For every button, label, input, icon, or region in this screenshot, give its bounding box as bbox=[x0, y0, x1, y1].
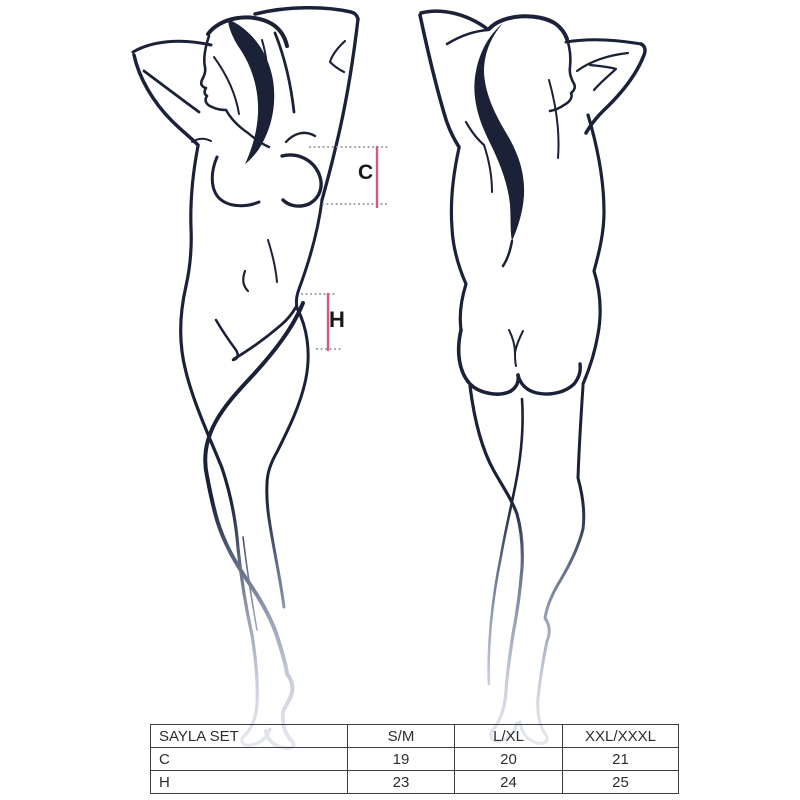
back-left-buttock bbox=[459, 330, 519, 394]
value-h-xxl: 25 bbox=[563, 771, 679, 794]
back-right-buttock bbox=[518, 364, 580, 394]
size-table-header-row bbox=[151, 725, 679, 748]
value-c-xxl: 21 bbox=[563, 748, 679, 771]
front-left-forearm-inner-line bbox=[144, 71, 199, 112]
front-pubic-line bbox=[216, 320, 238, 360]
hip-marker-label: H bbox=[329, 307, 345, 332]
back-left-arm-outer-line bbox=[420, 15, 459, 147]
size-header-xxl: XXL/XXXL bbox=[563, 725, 679, 748]
value-h-lxl: 24 bbox=[455, 771, 563, 794]
back-head-outline bbox=[489, 16, 567, 39]
back-right-forearm-line bbox=[566, 40, 641, 44]
back-left-leg-line bbox=[470, 386, 522, 741]
back-hair-strand bbox=[549, 80, 559, 158]
back-right-elbow-crease bbox=[590, 65, 616, 90]
back-crack-line-left bbox=[509, 330, 516, 366]
front-navel bbox=[243, 271, 248, 291]
back-left-hand-line bbox=[447, 30, 488, 44]
front-right-arm-inner-line bbox=[275, 33, 294, 112]
back-thigh-gap-line bbox=[489, 399, 523, 684]
row-label-c: C bbox=[151, 748, 348, 771]
front-left-forearm-line bbox=[133, 41, 211, 52]
front-right-elbow-crease bbox=[330, 41, 345, 72]
front-crossing-leg-line bbox=[205, 303, 303, 748]
front-face-profile bbox=[201, 36, 226, 110]
front-hair-strand bbox=[214, 57, 239, 114]
back-ponytail-hair bbox=[474, 23, 524, 241]
back-crack-line-right bbox=[515, 331, 523, 353]
front-abdomen-line bbox=[268, 240, 277, 282]
back-left-forearm-line bbox=[421, 11, 486, 28]
front-right-armpit-fold bbox=[286, 133, 315, 142]
front-left-arm-outer-line bbox=[134, 55, 198, 145]
size-table-row-c bbox=[151, 748, 679, 771]
front-left-breast bbox=[212, 157, 259, 206]
back-hair-tail bbox=[503, 241, 512, 266]
size-header-sm: S/M bbox=[348, 725, 455, 748]
size-table-row-h bbox=[151, 771, 679, 794]
back-figure bbox=[420, 11, 645, 743]
size-table bbox=[150, 724, 679, 794]
front-hair bbox=[228, 19, 274, 164]
front-left-side-line bbox=[186, 146, 198, 286]
value-c-sm: 19 bbox=[348, 748, 455, 771]
value-h-sm: 23 bbox=[348, 771, 455, 794]
back-hair-strand-2 bbox=[484, 145, 492, 192]
back-left-armpit-fold bbox=[466, 122, 484, 145]
front-left-leg-line bbox=[181, 286, 270, 745]
back-right-side-line bbox=[583, 115, 604, 384]
front-right-breast bbox=[282, 155, 321, 206]
front-right-forearm-line bbox=[255, 8, 358, 19]
product-name-cell: SAYLA SET bbox=[151, 725, 348, 748]
row-label-h: H bbox=[151, 771, 348, 794]
front-figure bbox=[133, 8, 358, 748]
back-left-side-line bbox=[451, 148, 466, 330]
back-right-forearm-inner-line bbox=[577, 53, 628, 71]
front-right-waist-line bbox=[296, 200, 322, 308]
value-c-lxl: 20 bbox=[455, 748, 563, 771]
chest-marker-label: C bbox=[358, 161, 374, 184]
back-right-leg-line bbox=[520, 386, 584, 744]
size-header-lxl: L/XL bbox=[455, 725, 563, 748]
